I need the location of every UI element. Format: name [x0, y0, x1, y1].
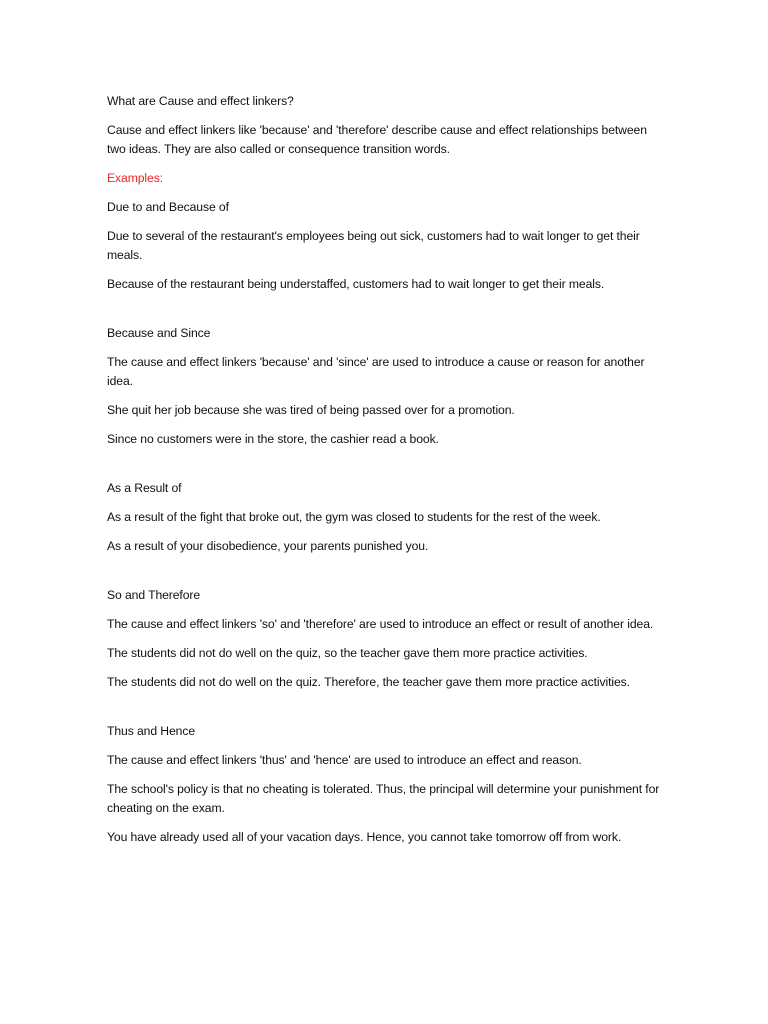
- section-heading-thus-hence: Thus and Hence: [107, 724, 196, 738]
- section-heading-so-therefore: So and Therefore: [107, 588, 201, 602]
- example-sentence: She quit her job because she was tired of being passed over for a promotion.: [107, 403, 515, 417]
- example-sentence: As a result of the fight that broke out, the gym was closed to students for the rest of the week.: [107, 510, 601, 524]
- intro-paragraph: Cause and effect linkers like 'because' and 'therefore' describe cause and effect relationships between two ideas. They are also called or consequence transition words.: [107, 123, 647, 156]
- example-sentence: The students did not do well on the quiz, so the teacher gave them more practice activities.: [107, 646, 588, 660]
- section-heading-as-a-result: As a Result of: [107, 481, 182, 495]
- document-body: [107, 92, 667, 847]
- explanation-paragraph: The cause and effect linkers 'because' and 'since' are used to introduce a cause or reason for another idea.: [107, 355, 645, 388]
- document-title: What are Cause and effect linkers?: [107, 94, 294, 108]
- section-heading-because-since: Because and Since: [107, 326, 211, 340]
- examples-label: Examples:: [107, 171, 163, 185]
- explanation-paragraph: The cause and effect linkers 'so' and 'therefore' are used to introduce an effect or result of another idea.: [107, 617, 654, 631]
- example-sentence: The students did not do well on the quiz. Therefore, the teacher gave them more practice activities.: [107, 675, 630, 689]
- explanation-paragraph: The cause and effect linkers 'thus' and 'hence' are used to introduce an effect and reason.: [107, 753, 582, 767]
- example-sentence: As a result of your disobedience, your parents punished you.: [107, 539, 429, 553]
- example-sentence: Because of the restaurant being understaffed, customers had to wait longer to get their meals.: [107, 277, 605, 291]
- example-sentence: You have already used all of your vacation days. Hence, you cannot take tomorrow off from work.: [107, 830, 622, 844]
- section-heading-due-to: Due to and Because of: [107, 200, 229, 214]
- example-sentence: Due to several of the restaurant's employees being out sick, customers had to wait longer to get their meals.: [107, 229, 640, 262]
- example-sentence: The school's policy is that no cheating is tolerated. Thus, the principal will determine your punishment for cheating on the exam.: [107, 782, 660, 815]
- example-sentence: Since no customers were in the store, the cashier read a book.: [107, 432, 439, 446]
